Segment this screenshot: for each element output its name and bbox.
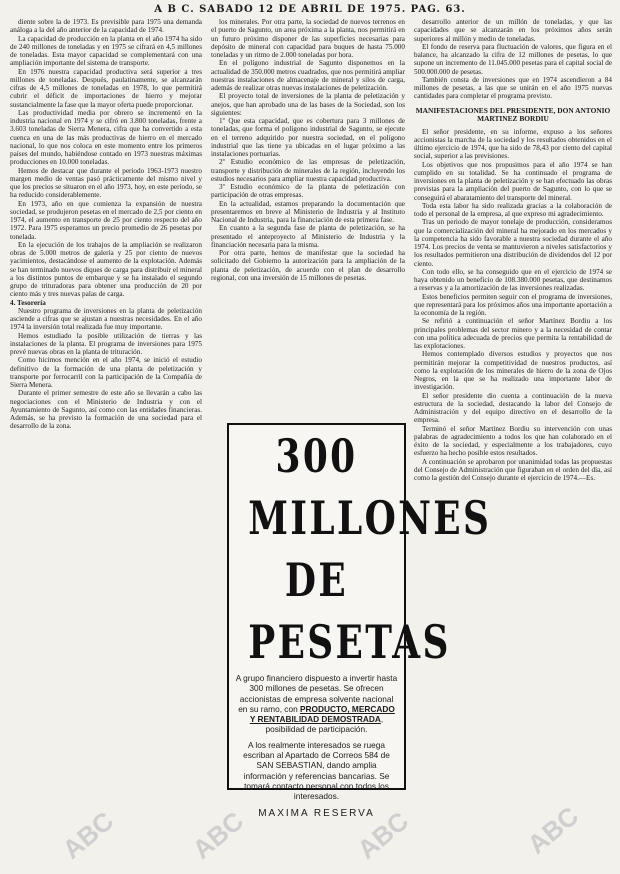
paragraph: 2º Estudio económico de las empresas de peletización, transporte y distribución de minerales de la región, incluyendo los estudios necesarios para ampliar nuestra capacidad productiva. <box>211 158 405 183</box>
paragraph: La capacidad de producción en la planta en el año 1974 ha sido de 240 millones de toneladas y en 1975 se cifrará en 4,5 millones de toneladas. Esta mayor capacidad se complementará con una ampliación importante del sistema de transporte. <box>10 34 202 68</box>
paragraph: los minerales. Por otra parte, la sociedad de nuevos terrenos en el puerto de Sagunto, un area próxima a la planta, nos permitirá en un futuro próximo disponer de las superficies necesarias para depósito de mineral con capacidad para buques de hasta 75.000 toneladas y un ritmo de 2.000 toneladas por hora. <box>211 18 405 59</box>
paragraph: Con todo ello, se ha conseguido que en el ejercicio de 1974 se haya obtenido un beneficio de 108.380.000 pesetas, que destinamos a reservas y a la amortización de las inversiones realizadas. <box>414 267 612 293</box>
paragraph: Toda esta labor ha sido realizada gracias a la colaboración de todo el personal de la empresa, al que expreso mi agradecimiento. <box>414 201 612 219</box>
paragraph: El fondo de reserva para fluctuación de valores, que figura en el balance, ha alcanzado la cifra de 12 millones de pesetas, lo que supone un incremento de 11.045.000 pesetas para el capital social de 500.000.000 de pesetas. <box>414 42 612 76</box>
watermark-logo: ABC <box>186 805 250 865</box>
page-header: A B C. SABADO 12 DE ABRIL DE 1975. PAG. 63. <box>154 4 466 15</box>
watermark-logo: ABC <box>521 800 585 860</box>
paragraph: Durante el primer semestre de este año se llevarán a cabo las negociaciones con el Ministerio de Industria y con el Ayuntamiento de Sagunto, así como con las entidades financieras. Además, se ha previsto la formación de una sociedad para el desarrollo de la zona. <box>10 389 202 431</box>
section-heading: MANIFESTACIONES DEL PRESIDENTE, DON ANTONIO MARTINEZ BORDIU <box>415 105 611 124</box>
watermark-logo: ABC <box>351 805 415 865</box>
ad-body-text-end: , posibilidad de participación. <box>265 714 384 735</box>
paragraph: Tras un periodo de mayor tonelaje de producción, consideramos que la comercialización del mineral ha mejorado en los mercados y la competencia ha sido favorable a nuestra sociedad durante el año 1974. Los precios de venta se mantuvieron a niveles satisfactorios y los resultados permitieron una distribución de dividendos del 12 por ciento. <box>414 218 612 268</box>
paragraph: En cuanto a la segunda fase de planta de peletización, se ha presentado el anteproyecto al Ministerio de Industria y la financiación necesaria para la misma. <box>211 224 405 249</box>
section-subhead: 4. Tesorería <box>10 298 46 307</box>
paragraph: diente sobre la de 1973. Es previsible para 1975 una demanda análoga a la del año anterior de la capacidad de 1974. <box>10 18 202 35</box>
paragraph: Las productividad media por obrero se incrementó en la industria nacional en 1974 y se cifró en 3.800 toneladas, frente a 3.603 toneladas de Sierra Menera, cifra que ha convertido a esta cuenca en una de las más productivas de hierro en el mercado nacional, lo que nos coloca en este momento entre los primeros países del mundo, habiéndose contado en 1973 nuestras máximas producciones en 10.000 toneladas. <box>10 108 202 167</box>
ad-headline-de: DE <box>284 553 349 607</box>
watermark-logo: ABC <box>56 805 120 865</box>
paragraph: Por otra parte, hemos de manifestar que la sociedad ha solicitado del Gobierno la autorización para la ampliación de la planta de peletización, de acuerdo con el plan de desarrollo regional, con una inversión de 15 millones de pesetas. <box>211 249 405 282</box>
paragraph: En el polígono industrial de Sagunto disponemos en la actualidad de 350.000 metros cuadrados, que nos permitirá ampliar nuestras instalaciones de almacenaje de mineral y silos de carga, además de realizar otras nuevas instalaciones de peletización. <box>211 59 405 92</box>
ad-body-emphasis: PRODUCTO, MERCADO Y RENTABILIDAD DEMOSTRADA <box>249 703 395 725</box>
paragraph: 1º Que esta capacidad, que es cobertura para 3 millones de toneladas, que forma el polígono industrial de Sagunto, se ejecute en el terreno adquirido por nuestra sociedad, en el polígono industrial que las tiene ya ubicadas en el lugar próximo a las instalaciones portuarias. <box>211 117 405 158</box>
paragraph: En la ejecución de los trabajos de la ampliación se realizaron obras de 5.000 metros de galería y 25 por ciento de nuevos yacimientos, destacándose el aumento de la explotación. Además se han terminado nuevos diques de carga para distribuir el mineral a los distintos puntos de embarque y se ha instalado el segundo grupo de trituradoras para obtener una producción de 20 por ciento más y tres nuevas palas de carga. <box>10 240 202 299</box>
paragraph: Se refirió a continuación el señor Martínez Bordiu a los principales problemas del sector minero y a la necesidad de contar con una política adecuada de precios que permita la rentabilidad de las explotaciones. <box>414 317 612 351</box>
paragraph: 3º Estudio económico de la planta de peletización con participación de otras empresas. <box>211 183 405 200</box>
paragraph: En la actualidad, estamos preparando la documentación que presentaremos en breve al Ministerio de Industria y al Instituto Nacional de Industria, para la financiación de esta primera fase. <box>211 199 405 224</box>
ad-headline-pesetas: PESETAS <box>248 615 451 669</box>
paragraph: También consta de inversiones que en 1974 ascendieron a 84 millones de pesetas, a las que se unirán en el año 1975 nuevas cantidades para completar el programa previsto. <box>414 75 612 101</box>
ad-headline-millones: MILLONES <box>248 491 492 545</box>
paragraph: Como hicimos mención en el año 1974, se inició el estudio definitivo de la formación de una planta de peletización y transporte por ferrocarril con la participación de la Compañía de Sierra Menera. <box>10 356 202 389</box>
ad-reserva: MAXIMA RESERVA <box>258 807 375 819</box>
paragraph: desarrollo anterior de un millón de toneladas, y que las capacidades que se alcanzarán en los próximos años serán superiores al millón y medio de toneladas. <box>414 18 612 43</box>
paragraph: El señor presidente dio cuenta a continuación de la nueva estructura de la sociedad, destacando la labor del Consejo de Administración y del equipo directivo en el desarrollo de la empresa. <box>414 391 612 425</box>
paragraph: El proyecto total de inversiones de la planta de peletización y anejos, que han aprobado una de las bases de la Sociedad, son los siguientes: <box>211 92 405 117</box>
column-middle <box>211 18 405 282</box>
column-right <box>414 18 612 482</box>
paragraph: Estos beneficios permiten seguir con el programa de inversiones, que representará para los próximos años una importante aportación a la economía de la región. <box>414 292 612 318</box>
ad-body-text: A grupo financiero dispuesto a invertir hasta 300 millones de pesetas. Se ofrecen accionistas de empresa solvente nacional en su ramo, con <box>235 673 398 714</box>
paragraph: Terminó el señor Martínez Bordiu su intervención con unas palabras de agradecimiento a todos los que han colaborado en el éxito de la sociedad, y especialmente a los trabajadores, cuyo esfuerzo ha hecho posible estos resultados. <box>414 424 612 458</box>
ad-headline-300: 300 <box>275 429 358 483</box>
paragraph: En 1976 nuestra capacidad productiva será superior a tres millones de toneladas. Después, paulatinamente, se alcanzarán cifras de 4,5 millones de toneladas en 1978, lo que permitirá cubrir el déficit de importaciones de hierro y mejorar sustancialmente la fase que la mayor oferta puede proporcionar. <box>10 67 202 109</box>
paragraph: El señor presidente, en su informe, expuso a los señores accionistas la marcha de la sociedad y los resultados obtenidos en el último ejercicio de 1974, que ha sido de 78,43 por ciento del capital social, superior a las previsiones. <box>414 127 612 161</box>
paragraph: Hemos de destacar que durante el periodo 1963-1973 nuestro margen medio de ventas pasó prácticamente del mismo nivel y que los precios se situaron en el año 1973, hoy, en este período, se ha reducido considerablemente. <box>10 166 202 200</box>
paragraph: Hemos estudiado la posible utilización de tierras y las instalaciones de la planta. El programa de inversiones para 1975 prevé nuevas obras en la planta de trituración. <box>10 331 202 356</box>
advertisement-box <box>227 423 492 819</box>
paragraph: A continuación se aprobaron por unanimidad todas las propuestas del Consejo de Administración que figuraban en el orden del día, así como la gestión del Consejo durante el ejercicio de 1974.—Es. <box>414 457 612 483</box>
ad-body <box>235 673 398 735</box>
paragraph: Hemos contemplado diversos estudios y proyectos que nos permitirán mejorar la competitividad de nuestros productos, así como la explotación de los minerales de hierro de la zona de Ojos Negros, en la que se ha realizado una importante labor de investigación. <box>414 350 612 392</box>
paragraph: Nuestro programa de inversiones en la planta de peletización asciende a cifras que se ajustan a nuestras necesidades. En el año 1974 la inversión total realizada fue muy importante. <box>10 306 202 332</box>
ad-contact: A los realmente interesados se ruega escriban al Apartado de Correos 584 de SAN SEBASTIAN, dando amplia información y referencias bancarias. Se tomará contacto personal con todos los interesados. <box>243 739 390 802</box>
paragraph: En 1973, año en que comienza la expansión de nuestra sociedad, se produjeron pesetas en el mercado de 2,5 por ciento en 1974, el aumento en transporte de 25 por ciento respecto del año 1972. Para 1975 esperamos un precio promedio de 26 pesetas por tonelada. <box>10 199 202 241</box>
column-left <box>10 18 202 431</box>
paragraph: Los objetivos que nos propusimos para el año 1974 se han cumplido en su totalidad. Se ha continuado el programa de inversiones en la planta de peletización y se han efectuado las obras previstas para la ampliación del puerto de Sagunto, con lo que se conseguirá el abaratamiento del transporte del mineral. <box>414 160 612 202</box>
